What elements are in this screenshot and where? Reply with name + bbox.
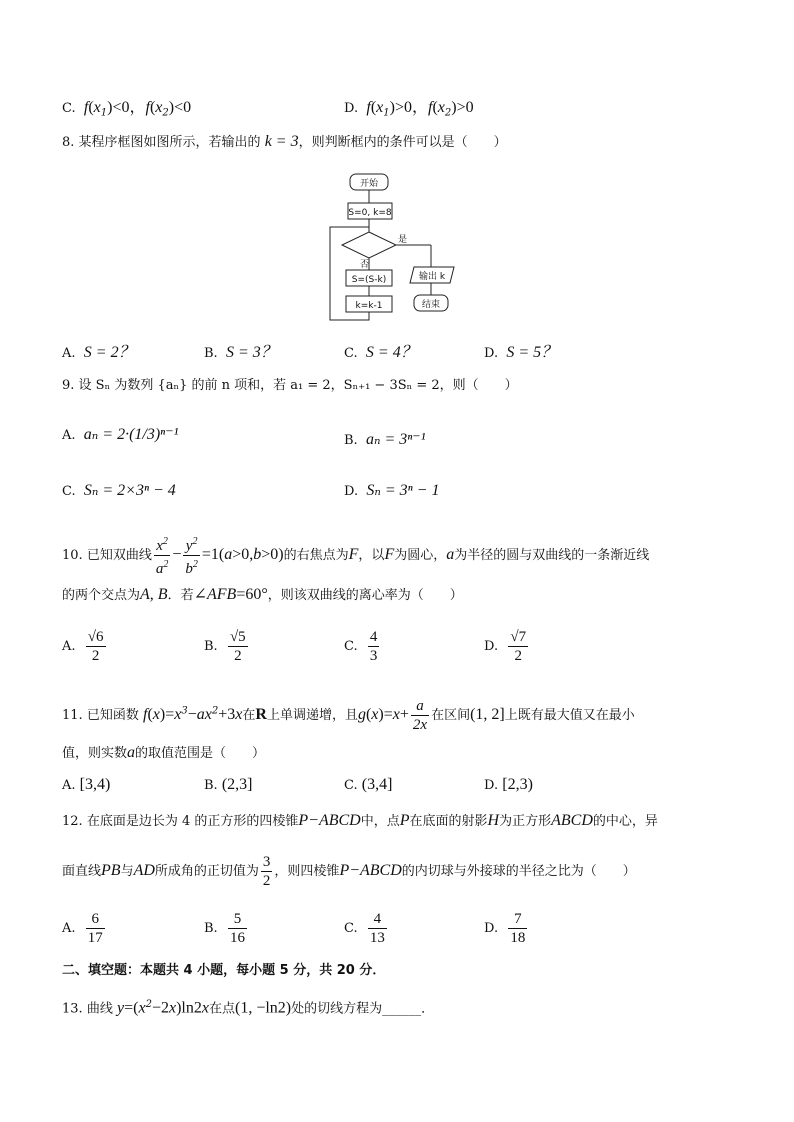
- q9-option-a: A. aₙ = 2·(1/3)ⁿ⁻¹: [62, 426, 179, 443]
- svg-text:S=0, k=8: S=0, k=8: [348, 208, 392, 218]
- q12-line1: 12. 在底面是边长为 4 的正方形的四棱锥P−ABCD中，点P在底面的射影H为正方形ABCD的中心，异: [62, 812, 658, 829]
- q8-flowchart: [326, 172, 466, 322]
- q9-stem: 9. 设 Sₙ 为数列 {aₙ} 的前 n 项和，若 a₁ = 2，Sₙ₊₁ − 3Sₙ = 2，则（ ）: [62, 378, 518, 393]
- q10-option-c: C. $\frac{4}{3}$: [344, 629, 378, 664]
- q8-option-c: C. S = 4？: [344, 344, 417, 361]
- q10-line2: 的两个交点为A, B．若∠AFB=60°，则该双曲线的离心率为（ ）: [62, 586, 463, 603]
- q9-option-d: D. Sₙ = 3ⁿ − 1: [344, 482, 440, 499]
- q10-option-b: B. $\frac{√5}{2}$: [204, 629, 246, 664]
- svg-text:开始: 开始: [359, 179, 379, 189]
- q7-option-d: D. $f(x_1)>0$，$f(x_2)>0$: [344, 99, 474, 119]
- svg-text:S=(S-k): S=(S-k): [351, 275, 387, 285]
- q11-option-a: A. [3,4): [62, 776, 111, 793]
- svg-text:是: 是: [398, 235, 408, 245]
- q8-option-a: A. S = 2？: [62, 344, 135, 361]
- q9-option-c: C. Sₙ = 2×3ⁿ − 4: [62, 482, 176, 499]
- flow-decision: [342, 232, 396, 258]
- svg-text:结束: 结束: [421, 300, 441, 310]
- q8-option-d: D. S = 5？: [484, 344, 558, 361]
- svg-text:否: 否: [360, 260, 370, 270]
- q11-option-d: D. [2,3): [484, 776, 533, 793]
- q12-option-b: B. $\frac{5}{16}$: [204, 911, 245, 946]
- q12-option-c: C. $\frac{4}{13}$: [344, 911, 385, 946]
- q13-stem: 13. 曲线 $y=(x^2-2x)\ln 2x$在点(1, −ln2)处的切线方程为______．: [62, 999, 435, 1017]
- q8-k-value: k = 3: [264, 133, 299, 150]
- q8-option-b: B. S = 3？: [204, 344, 277, 361]
- q9-option-b: B. aₙ = 3ⁿ⁻¹: [344, 431, 426, 448]
- q7-option-c: C. $f(x_1)<0$，$f(x_2)<0$: [62, 99, 192, 119]
- q12-line2: 面直线PB与AD所成角的正切值为 $\frac{3}{2}$ ，则四棱锥P−ABCD的内切球与外接球的半径之比为（ ）: [62, 854, 636, 889]
- q11-line1: 11. 已知函数 $f(x)=x^3-ax^2+3x$在R上单调递增，且g(x)=x+ $\frac{a}{2x}$ 在区间(1, 2]上既有最大值又在最小: [62, 698, 635, 733]
- q11-line2: 值，则实数a的取值范围是（ ）: [62, 744, 266, 761]
- q10-option-d: D. $\frac{√7}{2}$: [484, 629, 527, 664]
- q12-option-a: A. $\frac{6}{17}$: [62, 911, 103, 946]
- svg-text:k=k-1: k=k-1: [355, 301, 383, 311]
- q10-option-a: A. $\frac{√6}{2}$: [62, 629, 104, 664]
- section2-title: 二、填空题：本题共 4 小题，每小题 5 分，共 20 分．: [62, 963, 386, 978]
- svg-text:输出 k: 输出 k: [418, 272, 446, 282]
- q10-line1: 10. 已知双曲线 $\frac{x^2}{a^2}$ − $\frac{y^2}{b^2}$ =1(a>0,b>0)的右焦点为F，以F为圆心，a为半径的圆与双曲线的一条渐近线: [62, 533, 649, 578]
- q11-option-b: B. (2,3]: [204, 776, 253, 793]
- q8-stem: 8. 某程序框图如图所示，若输出的 k = 3，则判断框内的条件可以是（ ）: [62, 133, 507, 150]
- q12-option-d: D. $\frac{7}{18}$: [484, 911, 526, 946]
- q11-option-c: C. (3,4]: [344, 776, 393, 793]
